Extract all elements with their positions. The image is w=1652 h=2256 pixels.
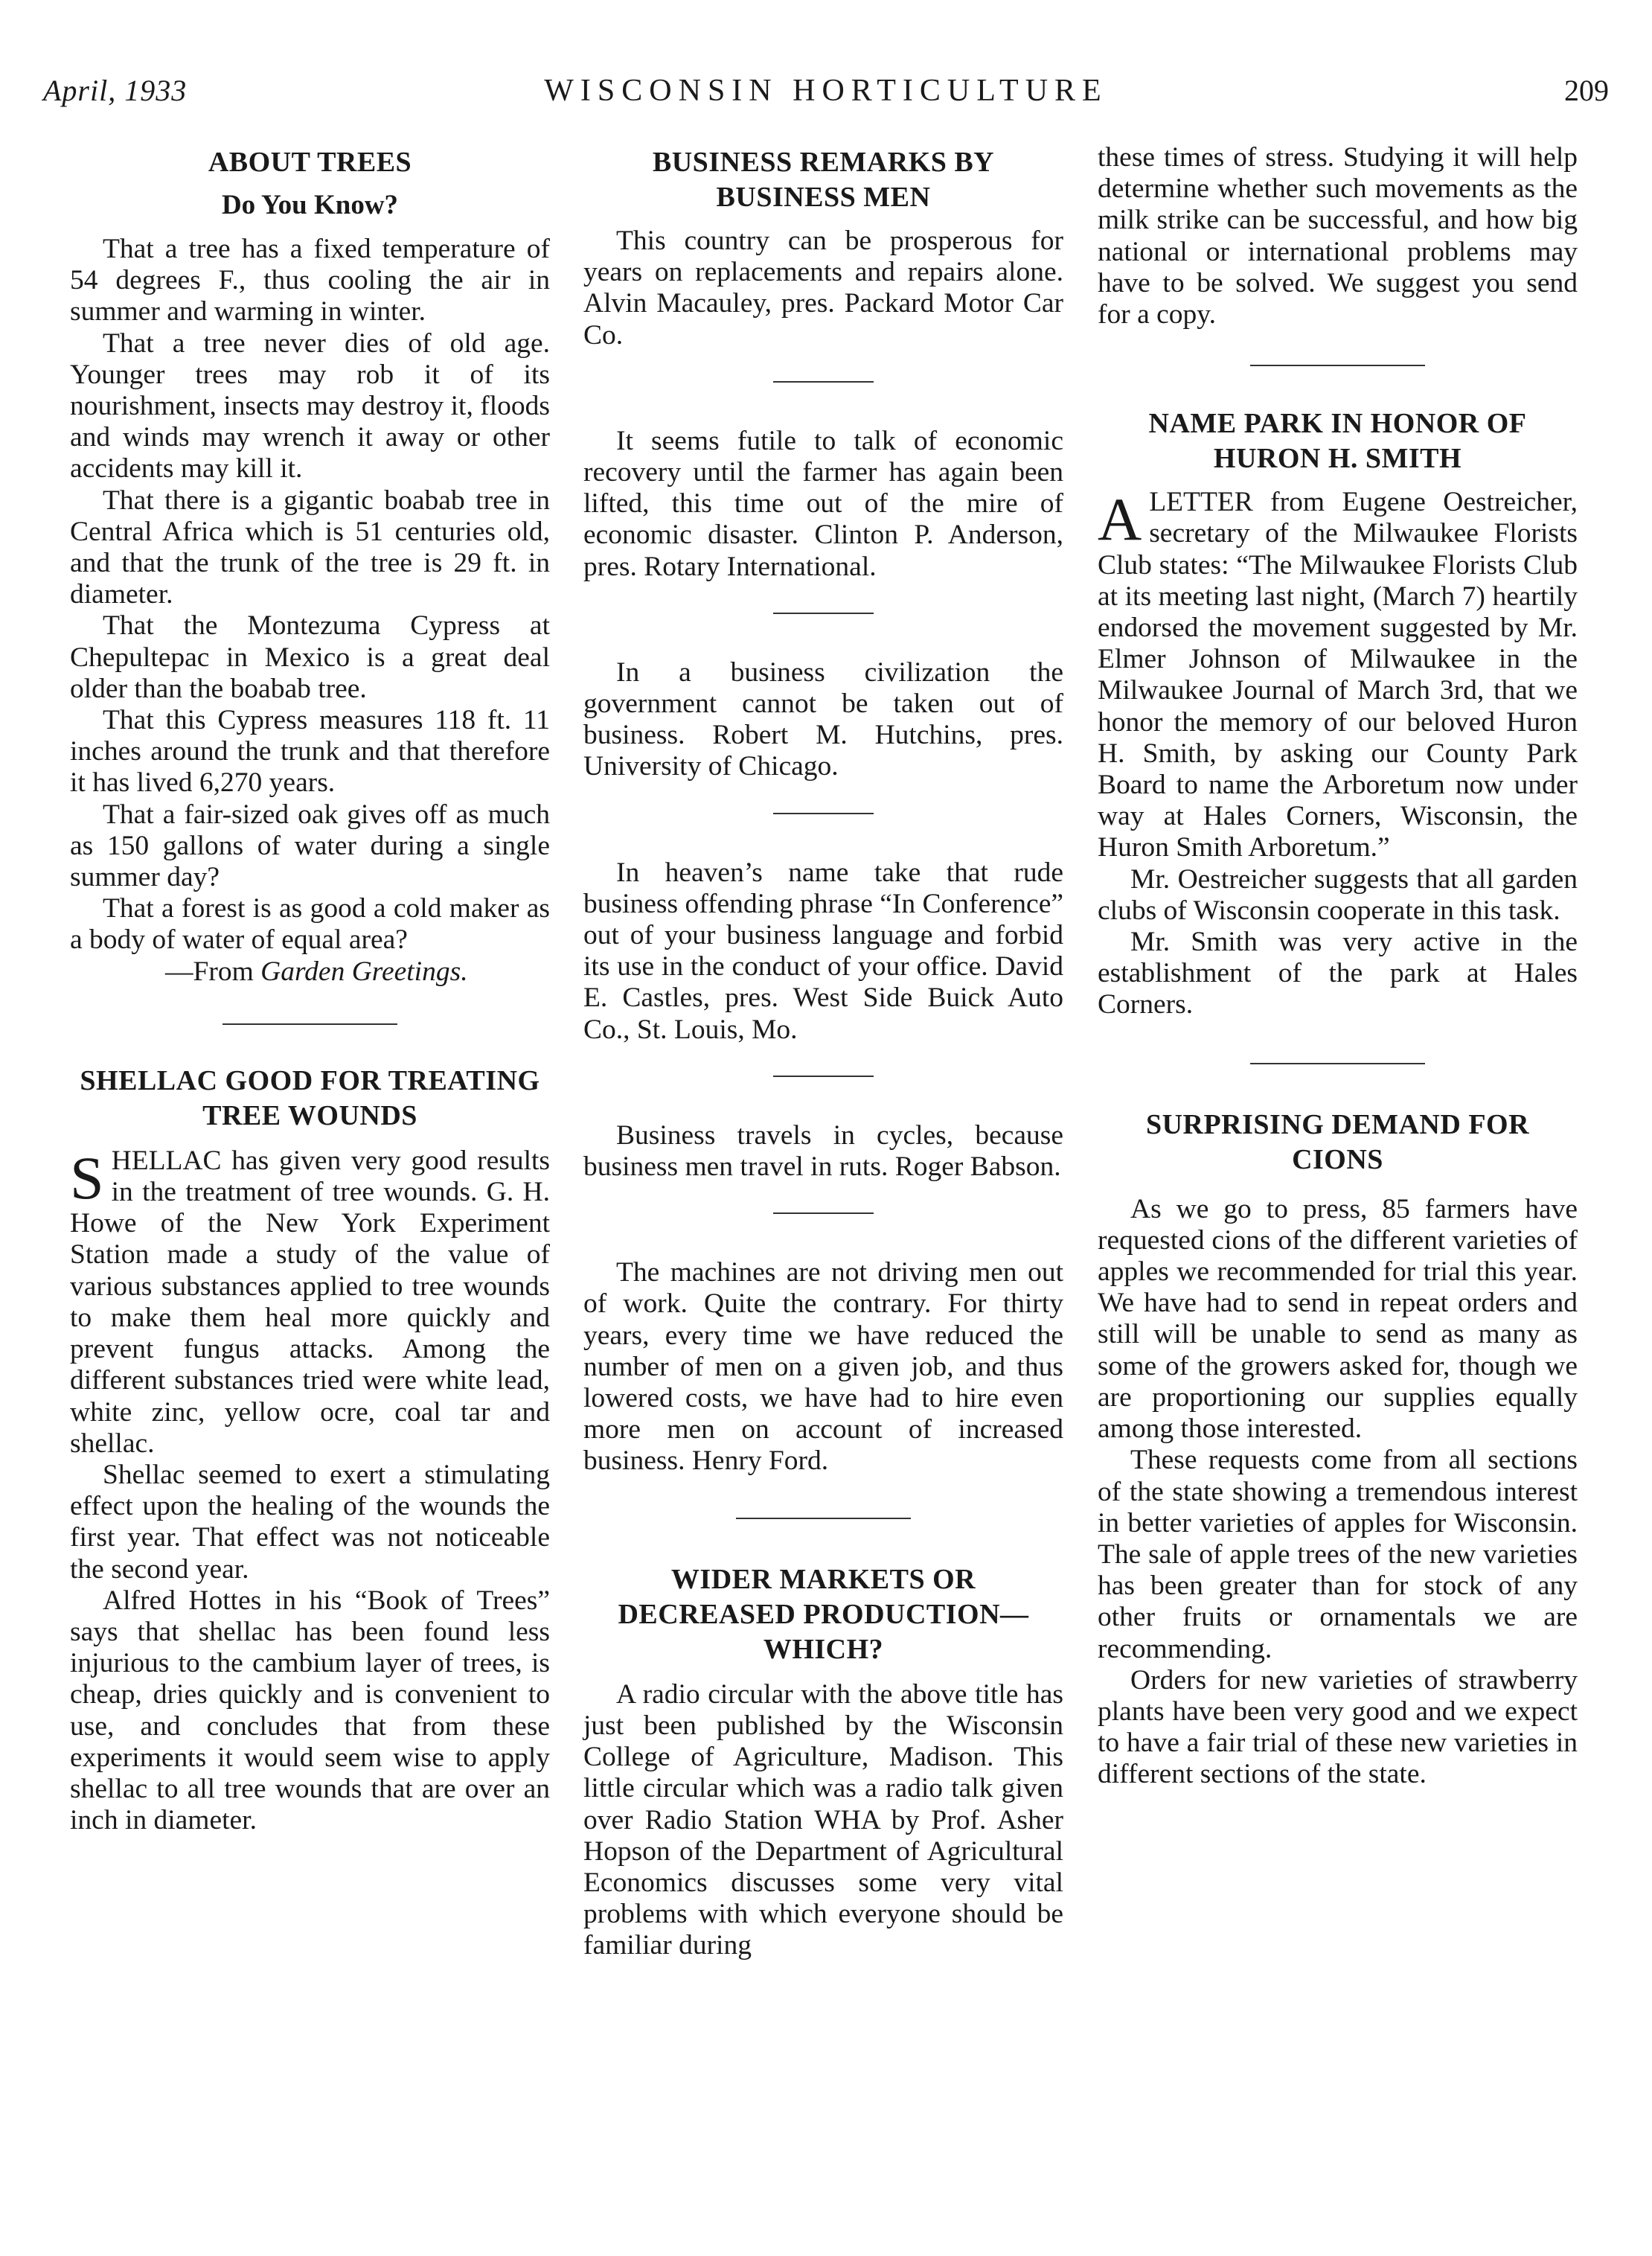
- attribution-source: Garden Greetings.: [260, 956, 468, 987]
- article-wider-markets: [583, 1562, 1063, 1962]
- divider: [773, 813, 874, 814]
- paragraph: That there is a gigantic boabab tree in Central Africa which is 51 centuries old, and that the trunk of the tree is 29 ft. in diameter.: [70, 485, 550, 610]
- drop-cap: S: [70, 1143, 104, 1212]
- column-left: [70, 145, 550, 1836]
- paragraph-continued: these times of stress. Studying it will help determine whether such movements as the milk strike can be successful, and how big national or international problems may have to be solved. We suggest you send for a copy.: [1098, 142, 1578, 330]
- article-title: ABOUT TREES: [208, 147, 412, 178]
- paragraph: [1098, 487, 1578, 863]
- column-middle: [583, 145, 1063, 1962]
- article-title: SURPRISING DEMAND FOR CIONS: [1145, 1108, 1530, 1175]
- article-cions: [1098, 1108, 1578, 1791]
- divider: [773, 1212, 874, 1214]
- paragraph: Shellac seemed to exert a stimulating effect upon the healing of the wounds the first year. That effect was not noticeable the second year.: [70, 1459, 550, 1585]
- page-number: 209: [1564, 74, 1609, 107]
- attribution: [70, 956, 550, 988]
- article-subtitle: Do You Know?: [221, 190, 399, 220]
- paragraph: That a fair-sized oak gives off as much as 150 gallons of water during a single summer day?: [70, 799, 550, 893]
- article-title: BUSINESS REMARKS BY BUSINESS MEN: [652, 147, 995, 213]
- divider: [736, 1518, 911, 1519]
- paragraph: A radio circular with the above title has just been published by the Wisconsin College of Agriculture, Madison. This little circular which was a radio talk given over Radio Station WHA by Prof. Asher Hopson of the Department of Agricultural Economics discusses some very vital problems with which everyone should be familiar during: [583, 1678, 1063, 1961]
- quote: In a business civilization the government cannot be taken out of business. Robert M. Hutchins, pres. University of Chicago.: [583, 656, 1063, 782]
- drop-cap: A: [1098, 485, 1142, 554]
- article-business-remarks: [583, 145, 1063, 1477]
- divider: [1250, 1063, 1425, 1064]
- article-shellac: [70, 1064, 550, 1836]
- paragraph: As we go to press, 85 farmers have requested cions of the different varieties of apples we recommended for trial this year. We have had to send in repeat orders and still will be unable to send as many as some of the growers asked for, though we are proportioning our supplies equally among those interested.: [1098, 1193, 1578, 1445]
- paragraph: That a forest is as good a cold maker as a body of water of equal area?: [70, 893, 550, 956]
- publication-title: WISCONSIN HORTICULTURE: [544, 74, 1108, 108]
- article-name-park: [1098, 406, 1578, 1020]
- divider: [1250, 365, 1425, 366]
- divider: [222, 1023, 397, 1025]
- paragraph: Mr. Smith was very active in the establishment of the park at Hales Corners.: [1098, 927, 1578, 1020]
- article-title: SHELLAC GOOD FOR TREATING TREE WOUNDS: [80, 1064, 540, 1131]
- quote: It seems futile to talk of economic recovery until the farmer has again been lifted, this time out of the mire of economic disaster. Clinton P. Anderson, pres. Rotary International.: [583, 425, 1063, 582]
- paragraph: Alfred Hottes in his “Book of Trees” says that shellac has been found less injurious to the cambium layer of trees, is cheap, dries quickly and is convenient to use, and concludes that from these experiments it would seem wise to apply shellac to all tree wounds that are over an inch in diameter.: [70, 1585, 550, 1836]
- divider: [773, 1076, 874, 1077]
- article-title: WIDER MARKETS OR DECREASED PRODUCTION—WHICH?: [618, 1563, 1029, 1665]
- quote: Business travels in cycles, because business men travel in ruts. Roger Babson.: [583, 1119, 1063, 1183]
- paragraph: That a tree has a fixed temperature of 54 degrees F., thus cooling the air in summer and warming in winter.: [70, 234, 550, 327]
- paragraph: [70, 1145, 550, 1460]
- paragraph: These requests come from all sections of the state showing a tremendous interest in better varieties of apples for Wisconsin. The sale of apple trees of the new varieties has been greater than for stock of any other fruits or ornamentals we are recommending.: [1098, 1445, 1578, 1664]
- attribution-prefix: —From: [165, 956, 261, 987]
- paragraph-text: HELLAC has given very good results in the treatment of tree wounds. G. H. Howe of the New York Experiment Station made a study of the value of various substances applied to tree wounds to make them heal more quickly and prevent fungus attacks. Among the different substances tried were white lead, white zinc, yellow ocre, coal tar and shellac.: [70, 1145, 550, 1459]
- quote: The machines are not driving men out of work. Quite the contrary. For thirty years, every time we have reduced the number of men on a given job, and thus lowered costs, we have had to hire even more men on account of increased business. Henry Ford.: [583, 1257, 1063, 1477]
- article-about-trees: [70, 145, 550, 988]
- page-header: [43, 73, 1609, 118]
- issue-date: April, 1933: [43, 74, 188, 107]
- quote: In heaven’s name take that rude business offending phrase “In Conference” out of your business language and forbid its use in the conduct of your office. David E. Castles, pres. West Side Buick Auto Co., St. Louis, Mo.: [583, 857, 1063, 1045]
- divider: [773, 381, 874, 383]
- divider: [773, 613, 874, 614]
- paragraph: Orders for new varieties of strawberry plants have been very good and we expect to have a fair trial of these new varieties in different sections of the state.: [1098, 1664, 1578, 1790]
- quote: This country can be prosperous for years on replacements and repairs alone. Alvin Macauley, pres. Packard Motor Car Co.: [583, 226, 1063, 351]
- column-right: [1098, 142, 1578, 1791]
- paragraph-text: LETTER from Eugene Oestreicher, secretary of the Milwaukee Florists Club states: “The Milwaukee Florists Club at its meeting last night, (March 7) heartily endorsed the movement suggested by Mr. Elmer Johnson of Milwaukee in the Milwaukee Journal of March 3rd, that we honor the memory of our beloved Huron H. Smith, by asking our County Park Board to name the Arboretum now under way at Hales Corners, Wisconsin, the Huron Smith Arboretum.”: [1098, 487, 1578, 863]
- paragraph: That this Cypress measures 118 ft. 11 inches around the trunk and that therefore it has lived 6,270 years.: [70, 705, 550, 799]
- article-title: NAME PARK IN HONOR OF HURON H. SMITH: [1148, 408, 1527, 475]
- paragraph: Mr. Oestreicher suggests that all garden clubs of Wisconsin cooperate in this task.: [1098, 863, 1578, 926]
- paragraph: That the Montezuma Cypress at Chepultepac in Mexico is a great deal older than the boabab tree.: [70, 610, 550, 704]
- paragraph: That a tree never dies of old age. Younger trees may rob it of its nourishment, insects may destroy it, floods and winds may wrench it away or other accidents may kill it.: [70, 327, 550, 485]
